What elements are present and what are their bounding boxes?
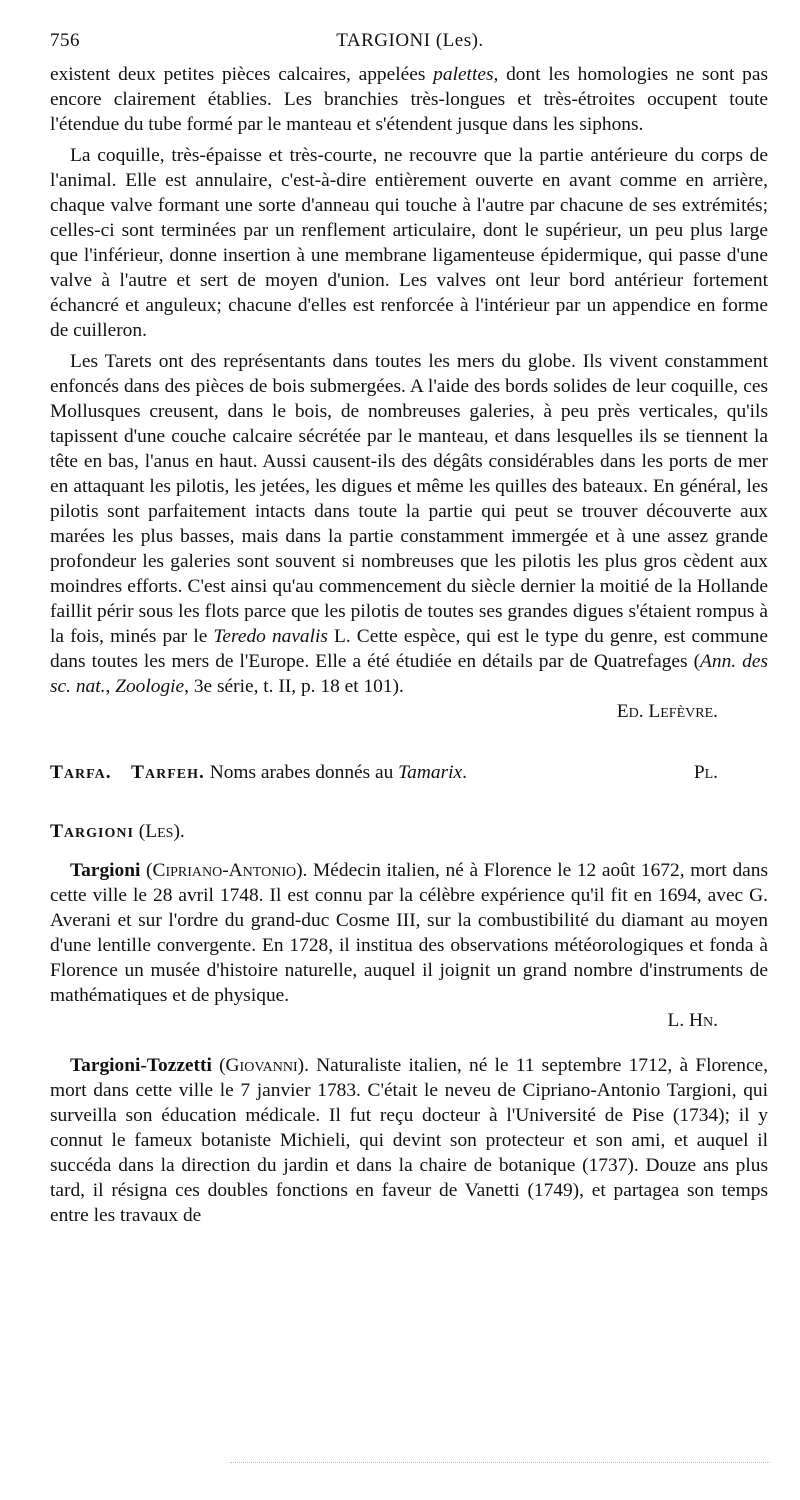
tarets-paragraph-3 [50, 349, 768, 699]
text-run: Ann. des sc. nat. [50, 651, 769, 697]
text-run: existent deux petites pièces calcaires, appelées [50, 64, 434, 85]
tarfa-headword: Tarfa. [50, 762, 112, 783]
article1-text: Médecin italien, né à Florence le 12 août 1672, mort dans cette ville le 28 avril 1748. Il est connu par la célèbre expérience qu'il fit en 1694, avec G. Averani et sur l'ordre du grand-duc Cosme III, sur la combustibilité du diamant au moyen d'une lentille convergente. En 1728, il institua des observations météorologiques et fonda à Florence un musée d'histoire naturelle, auquel il joignit un grand nombre d'instruments de mathématiques et de physique. [50, 860, 769, 1006]
page-body [50, 62, 768, 1228]
text-run: Teredo navalis [213, 626, 328, 647]
tarets-paragraph-1 [50, 62, 768, 137]
article-giovanni [50, 1053, 768, 1228]
tarfa-entry [50, 760, 768, 785]
text-run: , [105, 676, 116, 697]
article1-name: Targioni [70, 860, 141, 881]
faint-bleed-through-line [230, 1462, 770, 1467]
text-run: Zoologie [115, 676, 185, 697]
article2-name: Targioni-Tozzetti [70, 1055, 212, 1076]
running-head [50, 30, 770, 56]
article2-text: Naturaliste italien, né le 11 septembre 1712, à Florence, mort dans cette ville le 7 janvier 1783. C'était le neveu de Cipriano-Antonio Targioni, qui surveilla son éducation médicale. Il fut reçu docteur à l'Université de Pise (1734); il y connut le fameux botaniste Michieli, qui devint son protecteur et son ami, et auquel il succéda dans la direction du jardin et dans la chaire de botanique (1737). Douze ans plus tard, il résigna ces doubles fonctions en faveur de Vanetti (1749), et partagea son temps entre les travaux de [50, 1055, 769, 1226]
article1-signature: L. Hn. [667, 1010, 718, 1031]
tarfa-text-italic: Tamarix [398, 762, 463, 783]
targioni-headword: Targioni [50, 821, 134, 842]
tarfa-text-post: . [462, 762, 467, 783]
tarets-signature: Ed. Lefèvre. [616, 701, 718, 722]
tarfa-signature: Pl. [693, 762, 718, 783]
tarets-paragraph-2: La coquille, très-épaisse et très-courte, ne recouvre que la partie antérieure du corps de l'animal. Elle est annulaire, c'est-à-dire entièrement ouverte en avant comme en arrière, chaque valve formant une sorte d'anneau qui touche à l'autre par chacune de ses extrémités; celles-ci sont terminées par un renflement articulaire, dont le supérieur, un peu plus large que l'inférieur, donne insertion à une membrane ligamenteuse épidermique, qui passe d'une valve à l'autre et sert de moyen d'union. Les valves ont leur bord antérieur fortement échancré et anguleux; chacune d'elles est renforcée à l'intérieur par un appendice en forme de cuilleron. [50, 145, 768, 341]
article1-given: (Cipriano-Antonio). [140, 860, 308, 881]
targioni-section-heading [50, 819, 768, 844]
tarfa-text-pre: Noms arabes donnés au [209, 762, 399, 783]
article2-given: (Giovanni). [211, 1055, 309, 1076]
text-run: palettes [433, 64, 494, 85]
tarfeh-headword: Tarfeh. [131, 762, 205, 783]
page-number: 756 [50, 30, 80, 51]
text-run: L. Cette espèce, qui est le type du genre, est commune dans toutes les mers de l'Europe. Elle a été étudiée en détails par de Quatrefages ( [50, 626, 768, 672]
running-head-title: TARGIONI (Les). [336, 30, 484, 51]
text-run: , dont les homologies ne sont pas encore clairement établies. Les branchies très-longues et très-étroites occupent toute l'étendue du tube formé par le manteau et s'étendent jusque dans les siphons. [50, 64, 768, 135]
text-run: , 3e série, t. II, p. 18 et 101). [184, 676, 404, 697]
text-run: Les Tarets ont des représentants dans toutes les mers du globe. Ils vivent constamment enfoncés dans des pièces de bois submergées. A l'aide des bords solides de leur coquille, ces Mollusques creusent, dans le bois, de nombreuses galeries, à peu près verticales, qu'ils tapissent d'une couche calcaire sécrétée par le manteau, et dans lesquelles ils se tiennent la tête en bas, l'anus en haut. Aussi causent-ils des dégâts considérables dans les ports de mer en attaquant les pilotis, les jetées, les digues et même les quilles des bateaux. En général, les pilotis sont parfaitement intacts dans toute la partie qui peut se trouver découverte aux marées les plus basses, mais dans la partie constamment immergée et à une assez grande profondeur les galeries sont souvent si nombreuses que les pilotis les plus gros cèdent aux moindres efforts. C'est ainsi qu'au commencement du siècle dernier la moitié de la Hollande faillit périr sous les flots parce que les pilotis de toutes ses grandes digues s'étaient rompus à la fois, minés par le [50, 351, 768, 647]
article-cipriano-antonio [50, 858, 768, 1008]
targioni-qualifier: (Les). [133, 821, 185, 842]
